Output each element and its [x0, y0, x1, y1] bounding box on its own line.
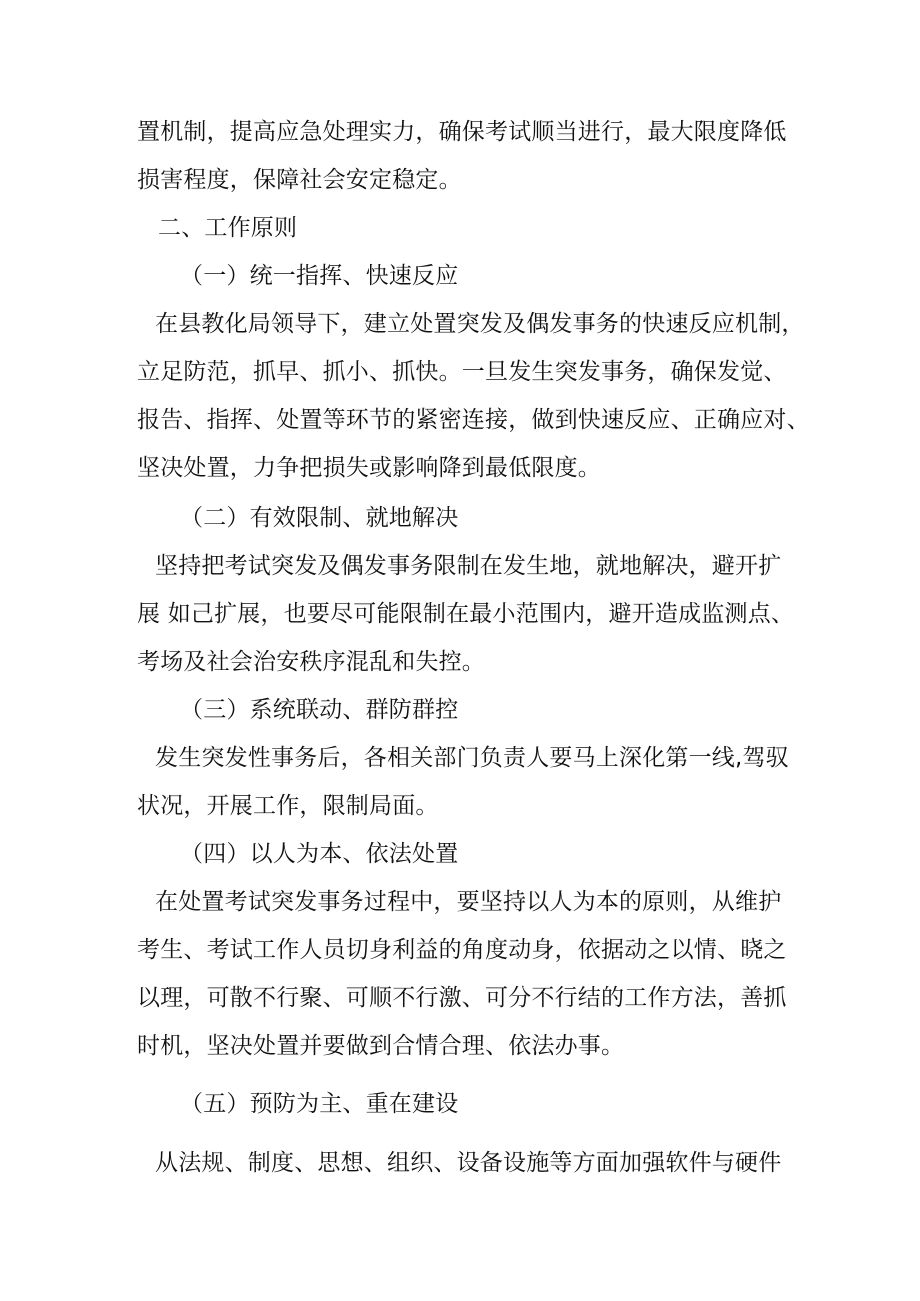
body-text-line: 展 如己扩展，也要尽可能限制在最小范围内，避开造成监测点、 — [137, 601, 795, 627]
body-text-line: 以理，可散不行聚、可顺不行激、可分不行结的工作方法，善抓 — [137, 985, 787, 1011]
body-text-line: 发生突发性事务后，各相关部门负责人要马上深化第一线,驾驭 — [155, 745, 789, 771]
body-text-line: 坚决处置，力争把损失或影响降到最低限度。 — [137, 455, 601, 481]
body-text-line: 考场及社会治安秩序混乱和失控。 — [137, 649, 485, 675]
subsection-heading: （三）系统联动、群防群控 — [180, 697, 459, 723]
body-text-line: 考生、考试工作人员切身利益的角度动身，依据动之以情、晓之 — [137, 937, 787, 963]
body-text-line: 立足防范，抓早、抓小、抓快。一旦发生突发事务，确保发觉、 — [137, 359, 787, 385]
subsection-heading: （四）以人为本、依法处置 — [180, 841, 459, 867]
subsection-heading: （一）统一指挥、快速反应 — [180, 263, 459, 289]
body-text-line: 状况，开展工作，限制局面。 — [137, 793, 439, 819]
body-text-line: 时机，坚决处置并要做到合情合理、依法办事。 — [137, 1033, 625, 1059]
body-text-line: 在县教化局领导下，建立处置突发及偶发事务的快速反应机制， — [155, 311, 805, 337]
body-text-line: 损害程度，保障社会安定稳定。 — [137, 167, 462, 193]
body-text-line: 置机制，提高应急处理实力，确保考试顺当进行，最大限度降低 — [137, 119, 787, 145]
section-heading: 二、工作原则 — [158, 215, 298, 241]
body-text-line: 报告、指挥、处置等环节的紧密连接，做到快速反应、正确应对、 — [137, 407, 810, 433]
body-text-line: 坚持把考试突发及偶发事务限制在发生地，就地解决，避开扩 — [155, 553, 782, 579]
body-text-line: 从法规、制度、思想、组织、设备设施等方面加强软件与硬件 — [155, 1150, 782, 1176]
subsection-heading: （二）有效限制、就地解决 — [180, 505, 459, 531]
body-text-line: 在处置考试突发事务过程中，要坚持以人为本的原则，从维护 — [155, 889, 782, 915]
subsection-heading: （五）预防为主、重在建设 — [180, 1091, 459, 1117]
